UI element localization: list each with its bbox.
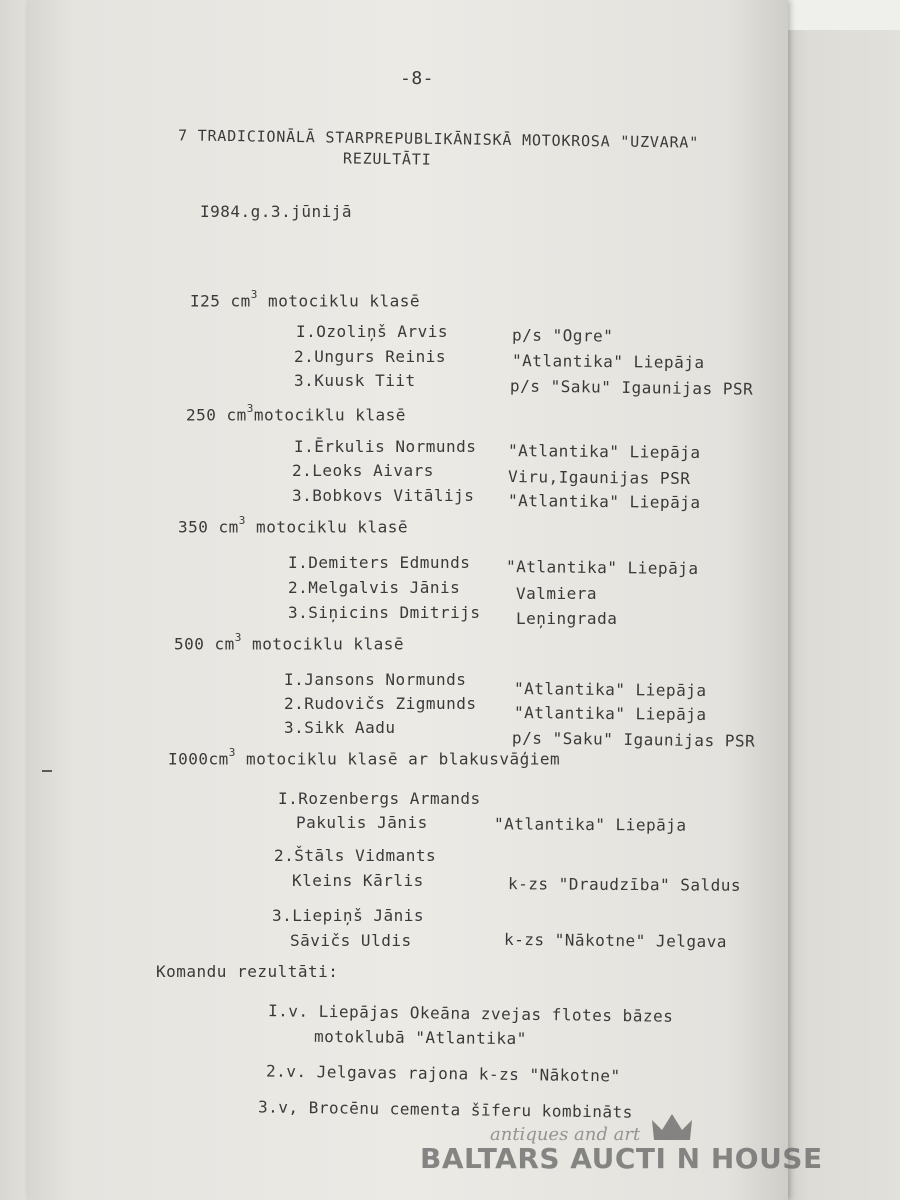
crew-driver: 3.Liepiņš Jānis: [272, 906, 424, 925]
title-line-2: REZULTĀTI: [342, 149, 432, 169]
result-club: "Atlantika" Liepāja: [507, 490, 701, 513]
result-name: I.Demiters Edmunds: [288, 553, 471, 572]
class-heading-350: 350 $cm^3$ motociklu klasē: [178, 514, 409, 537]
result-club: Valmiera: [516, 584, 598, 603]
crew-club: k-zs "Nākotne" Jelgava: [503, 929, 728, 952]
result-name: 3.Sikk Aadu: [284, 718, 396, 737]
margin-mark: [42, 770, 52, 772]
result-club: "Atlantika" Liepāja: [507, 440, 701, 463]
class-heading-sidecar: $I000cm^3$ motociklu klasē ar blakusvāģiem: [168, 746, 561, 769]
adjacent-page: [770, 30, 900, 1200]
crown-icon: [650, 1112, 694, 1142]
result-name: 2.Leoks Aivars: [292, 461, 434, 480]
crew-passenger: Pakulis Jānis: [296, 813, 428, 832]
result-name: 2.Melgalvis Jānis: [288, 578, 461, 597]
result-club: Leņingrada: [516, 609, 618, 628]
result-club: p/s "Ogre": [511, 325, 614, 346]
result-name: 2.Rudovičs Zigmunds: [284, 694, 477, 713]
team-result-line: 3.v, Brocēnu cementa šīferu kombināts: [257, 1097, 634, 1122]
crew-driver: 2.Štāls Vidmants: [274, 846, 437, 865]
team-results-heading: Komandu rezultāti:: [156, 962, 339, 981]
watermark-main: BALTARS AUCTI N HOUSE: [420, 1142, 823, 1175]
result-name: I.Jansons Normunds: [284, 670, 467, 689]
result-name: I.Ozoliņš Arvis: [296, 322, 448, 341]
crew-passenger: Kleins Kārlis: [292, 871, 424, 890]
crew-club: "Atlantika" Liepāja: [493, 814, 687, 835]
class-heading-500: 500 $cm^3$ motociklu klasē: [174, 631, 405, 654]
result-name: 3.Siņicins Dmitrijs: [288, 603, 481, 622]
result-club: p/s "Saku" Igaunijas PSR: [509, 376, 754, 399]
result-club: "Atlantika" Liepāja: [505, 556, 699, 579]
result-club: "Atlantika" Liepāja: [513, 702, 707, 725]
result-name: 2.Ungurs Reinis: [294, 347, 446, 366]
team-result-line: I.v. Liepājas Okeāna zvejas flotes bāzes: [267, 1001, 674, 1026]
page-number: -8-: [400, 68, 435, 89]
result-club: "Atlantika" Liepāja: [513, 678, 707, 701]
crew-driver: I.Rozenbergs Armands: [278, 789, 481, 808]
class-heading-250: 250 $cm^3motociklu$ klasē: [186, 402, 406, 425]
class-heading-125: I25 $cm^3$ motociklu klasē: [190, 288, 421, 311]
document-page: [28, 0, 788, 1200]
auction-house-watermark: [420, 1124, 823, 1190]
watermark-script: antiques and art: [490, 1124, 641, 1145]
crew-passenger: Sāvičs Uldis: [290, 931, 412, 950]
title-line-1: 7 TRADICIONĀLĀ STARPREPUBLIKĀNISKĀ MOTOKROSA "UZVARA": [177, 126, 700, 152]
result-name: I.Ērkulis Normunds: [294, 437, 477, 456]
team-result-line: 2.v. Jelgavas rajona k-zs "Nākotne": [265, 1061, 621, 1086]
result-name: 3.Bobkovs Vitālijs: [292, 486, 475, 505]
result-name: 3.Kuusk Tiit: [294, 371, 416, 390]
crew-club: k-zs "Draudzība" Saldus: [507, 874, 742, 895]
result-club: p/s "Saku" Igaunijas PSR: [511, 728, 756, 751]
result-club: Viru,Igaunijas PSR: [507, 467, 691, 488]
event-date: I984.g.3.jūnijā: [200, 202, 352, 221]
team-result-line: motoklubā "Atlantika": [313, 1026, 527, 1049]
result-club: "Atlantika" Liepāja: [511, 350, 705, 373]
